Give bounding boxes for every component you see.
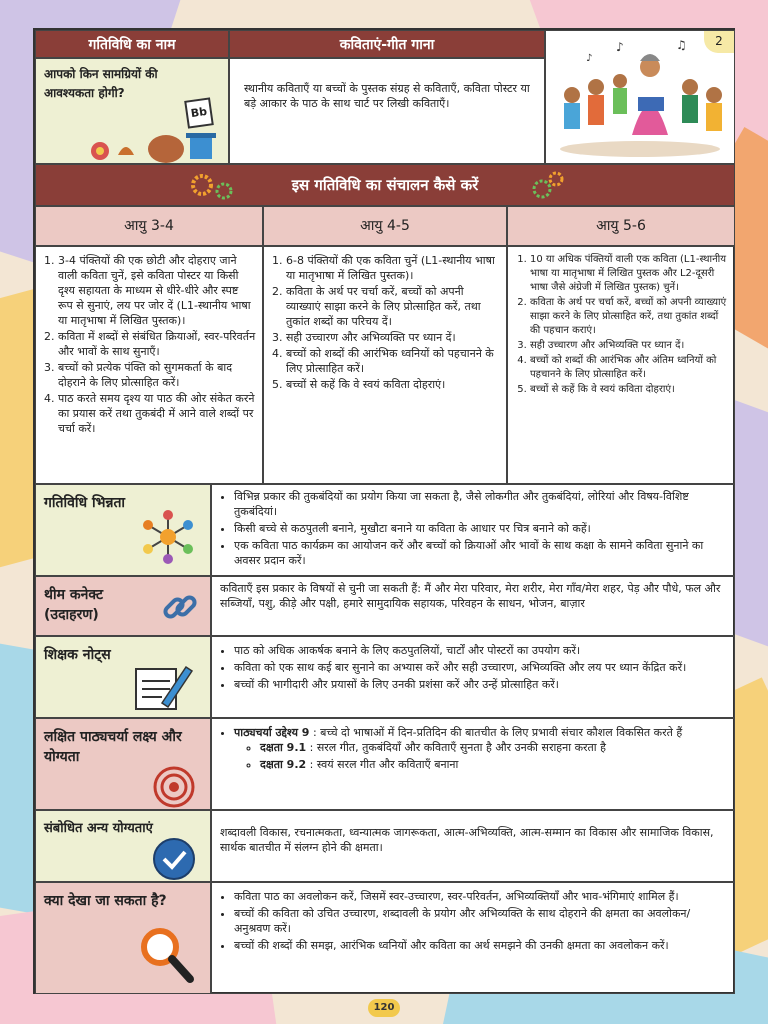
children-singing-illustration — [545, 30, 735, 164]
list-item: 5. बच्चों से कहें कि वे स्वयं कविता दोहराएं। — [286, 377, 500, 392]
list-item: • बच्चों की कविता को उचित उच्चारण, शब्दावली के प्रयोग और अभिव्यक्ति के साथ दोहराने की क्षमता का अवलोकन/अनुश्रवण करें। — [234, 906, 726, 936]
competency-item — [260, 757, 726, 772]
materials-icon — [88, 121, 228, 163]
singing-scene-icon — [546, 31, 734, 163]
competency-bold: दक्षता 9.1 — [260, 741, 307, 754]
corner-number: 2 — [704, 31, 734, 53]
age-header-4-5: आयु 4-5 — [263, 206, 507, 246]
age-header-3-4: आयु 3-4 — [35, 206, 263, 246]
notes-label: शिक्षक नोट्स — [44, 647, 111, 663]
materials-text: स्थानीय कविताएँ या बच्चों के पुस्तक संग्रह से कविताएँ, कविता पोस्टर या बड़े आकार के पाठ के साथ चार्ट पर लिखी कविताएँ। — [229, 58, 545, 164]
other-text: शब्दावली विकास, रचनात्मकता, ध्वन्यात्मक जागरूकता, आत्म-अभिव्यक्ति, आत्म-सम्मान का विकास और सामाजिक विकास, सार्थक बातचीत में संलग्न होने की क्षमता। — [211, 810, 735, 882]
list-item: 4. बच्चों को शब्दों की आरंभिक और अंतिम ध्वनियों को पहचानने के लिए प्रोत्साहित करें। — [530, 354, 728, 382]
list-item: 2. कविता के अर्थ पर चर्चा करें, बच्चों को अपनी व्याख्याएं साझा करने के लिए प्रोत्साहित करें, तथा तुकांत शब्दों का परिचय दें। — [286, 284, 500, 329]
goals-label: लक्षित पाठ्यचर्या लक्ष्य और योग्यता — [44, 729, 182, 765]
competency-bold: दक्षता 9.2 — [260, 758, 307, 771]
goals-label-cell — [35, 718, 211, 810]
list-item: 1. 3-4 पंक्तियों की एक छोटी और दोहराए जाने वाली कविता चुनें, इसे कविता पोस्टर या किसी दृश्य सहायता के माध्यम से धीरे-धीरे और स्पष्ट रूप से सुनाएं, लय पर जोर दें (L1-स्थानीय भाषा या मातृभाषा में लिखित पुस्तक)। — [58, 253, 256, 328]
page-number-badge: 120 — [368, 999, 400, 1017]
notes-content — [211, 636, 735, 718]
list-item: • कविता पाठ का अवलोकन करें, जिसमें स्वर-उच्चारण, स्वर-परिवर्तन, अभिव्यक्तियाँ और भाव-भंगिमाएं शामिल हैं। — [234, 889, 726, 904]
magnifier-icon — [136, 923, 196, 987]
observe-label-cell — [35, 882, 211, 994]
chain-link-icon — [160, 587, 200, 627]
list-item: 2. कविता के अर्थ पर चर्चा करें, बच्चों को अपनी व्याख्याएं साझा करने के लिए प्रोत्साहित करें, तथा तुकांत शब्दों की पहचान कराएं। — [530, 296, 728, 338]
list-item: • बच्चों की भागीदारी और प्रयासों के लिए उनकी प्रशंसा करें और उन्हें प्रोत्साहित करें। — [234, 677, 726, 692]
gears-icon — [186, 169, 246, 203]
notes-label-cell — [35, 636, 211, 718]
list-item: 3. सही उच्चारण और अभिव्यक्ति पर ध्यान दें। — [286, 330, 500, 345]
goals-content — [211, 718, 735, 810]
age-column-4-5 — [263, 246, 507, 484]
list-item: • एक कविता पाठ कार्यक्रम का आयोजन करें और बच्चों को क्रियाओं और भावों के साथ कक्षा के सामने कविता सुनाने का अवसर प्रदान करें। — [234, 538, 726, 568]
variation-content — [211, 484, 735, 576]
list-item: • किसी बच्चे से कठपुतली बनाने, मुखौटा बनाने या कविता के आधार पर चित्र बनाने को कहें। — [234, 521, 726, 536]
theme-label: थीम कनेक्ट (उदाहरण) — [44, 587, 104, 623]
age-column-3-4 — [35, 246, 263, 484]
target-icon — [152, 765, 196, 809]
activity-name-label: गतिविधि का नाम — [35, 30, 229, 58]
network-icon — [140, 509, 196, 565]
list-item: 3. सही उच्चारण और अभिव्यक्ति पर ध्यान दें। — [530, 339, 728, 353]
list-item: 5. बच्चों से कहें कि वे स्वयं कविता दोहराएं। — [530, 383, 728, 397]
list-item: 3. बच्चों को प्रत्येक पंक्ति को सुगमकर्ता के बाद दोहराने के लिए प्रोत्साहित करें। — [58, 360, 256, 390]
activity-sheet — [33, 28, 735, 994]
competency-text: : स्वयं सरल गीत और कविताएँ बनाना — [306, 758, 459, 771]
variation-label-cell — [35, 484, 211, 576]
svg-text:♫: ♫ — [676, 38, 687, 52]
goal-bold: पाठ्यचर्या उद्देश्य 9 — [234, 726, 310, 739]
theme-text: कविताएँ इस प्रकार के विषयों से चुनी जा सकती हैं: मैं और मेरा परिवार, मेरा शरीर, मेरा गाँव/मेरा शहर, पेड़ और पौधे, फल और सब्जियाँ, पशु, कीड़े और पक्षी, हमारे सामुदायिक सहायक, परिवहन के साधन, भोजन, बाज़ार — [211, 576, 735, 636]
competency-item — [260, 740, 726, 755]
check-circle-icon — [152, 837, 196, 881]
observe-content — [211, 882, 735, 994]
materials-label: आपको किन सामग्रियों की आवश्यकता होगी? — [44, 67, 158, 100]
list-item: • विभिन्न प्रकार की तुकबंदियों का प्रयोग किया जा सकता है, जैसे लोकगीत और तुकबंदियां, लोरियां और विषय-विशिष्ट तुकबंदियां। — [234, 489, 726, 519]
alphabet-block-icon: Bb — [184, 97, 214, 128]
notepad-pen-icon — [132, 659, 196, 715]
goal-text: : बच्चे दो भाषाओं में दिन-प्रतिदिन की बातचीत के लिए प्रभावी संचार कौशल विकसित करते हैं — [309, 726, 683, 739]
svg-text:♪: ♪ — [616, 40, 624, 54]
list-item: • बच्चों की शब्दों की समझ, आरंभिक ध्वनियों और कविता का अर्थ समझने की उनकी क्षमता का अवलोकन करें। — [234, 938, 726, 953]
list-item: • पाठ को अधिक आकर्षक बनाने के लिए कठपुतलियों, चार्टों और पोस्टरों का उपयोग करें। — [234, 643, 726, 658]
list-item: 1. 6-8 पंक्तियों की एक कविता चुनें (L1-स्थानीय भाषा या मातृभाषा में लिखित पुस्तक)। — [286, 253, 500, 283]
list-item: 1. 10 या अधिक पंक्तियों वाली एक कविता (L1-स्थानीय भाषा या मातृभाषा में लिखित पुस्तक और L2-दूसरी भाषा जैसे अंग्रेजी में लिखित पुस्तक) चुनें। — [530, 253, 728, 295]
activity-title: कविताएं-गीत गाना — [229, 30, 545, 58]
age-column-5-6 — [507, 246, 735, 484]
list-item: 2. कविता में शब्दों से संबंधित क्रियाओं, स्वर-परिवर्तन और भावों के साथ सुनाएँ। — [58, 329, 256, 359]
observe-label: क्या देखा जा सकता है? — [44, 893, 167, 909]
other-label: संबोधित अन्य योग्यताएं — [44, 821, 153, 836]
gears-icon — [528, 169, 568, 203]
other-label-cell — [35, 810, 211, 882]
curriculum-goal — [234, 725, 726, 772]
competency-text: : सरल गीत, तुकबंदियाँ और कविताएँ सुनता है और उनकी सराहना करता है — [306, 741, 606, 754]
howto-banner — [35, 164, 735, 206]
age-header-5-6: आयु 5-6 — [507, 206, 735, 246]
materials-label-cell — [35, 58, 229, 164]
list-item: 4. पाठ करते समय दृश्य या पाठ की ओर संकेत करने का प्रयास करें तथा तुकबंदी में आने वाले शब्दों पर चर्चा करें। — [58, 391, 256, 436]
svg-text:♪: ♪ — [586, 53, 593, 64]
list-item: 4. बच्चों को शब्दों की आरंभिक ध्वनियों को पहचानने के लिए प्रोत्साहित करें। — [286, 346, 500, 376]
theme-label-cell — [35, 576, 211, 636]
variation-label: गतिविधि भिन्नता — [44, 495, 126, 511]
howto-title: इस गतिविधि का संचालन कैसे करें — [291, 176, 479, 194]
list-item: • कविता को एक साथ कई बार सुनाने का अभ्यास करें और सही उच्चारण, अभिव्यक्ति और लय पर ध्यान केंद्रित करें। — [234, 660, 726, 675]
